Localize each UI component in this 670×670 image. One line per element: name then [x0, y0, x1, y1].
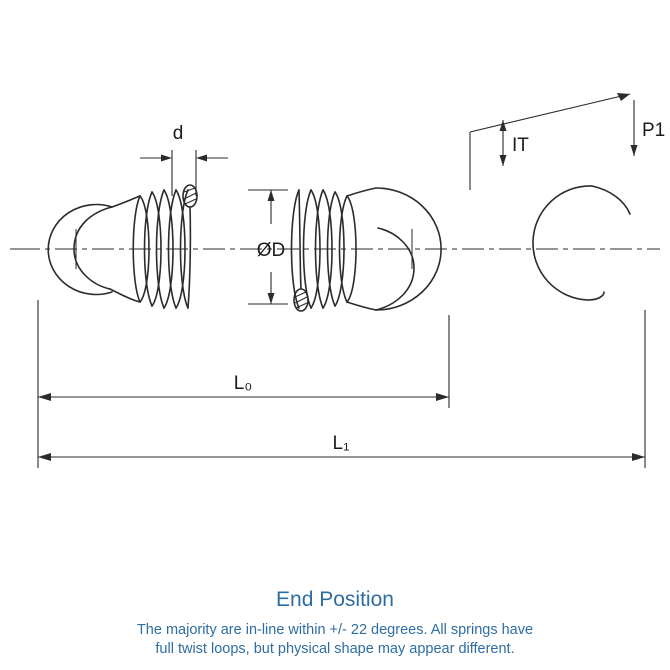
caption-line-1: The majority are in-line within +/- 22 degrees. All springs have [136, 622, 534, 638]
caption-title: End Position [276, 588, 394, 611]
caption-block [137, 588, 533, 657]
dimension-outer-diameter [248, 190, 288, 304]
label-wire-diameter: d [172, 123, 184, 144]
dimension-pitch-p1 [631, 100, 666, 156]
label-pitch-p1: P1 [642, 120, 666, 141]
label-extended-length: L₁ [332, 433, 350, 454]
label-initial-tension: IT [512, 135, 529, 156]
dimension-wire-diameter [140, 123, 228, 196]
label-free-length: L₀ [233, 373, 253, 394]
right-coil-body [292, 190, 357, 311]
end-position-loop [533, 186, 630, 300]
label-outer-diameter: ØD [256, 240, 286, 261]
left-coil-body [110, 185, 197, 308]
dimension-free-length [38, 300, 449, 408]
dimension-extended-length [38, 310, 645, 468]
caption-line-2: full twist loops, but physical shape may appear different. [155, 641, 515, 657]
dimension-initial-tension [470, 93, 630, 190]
